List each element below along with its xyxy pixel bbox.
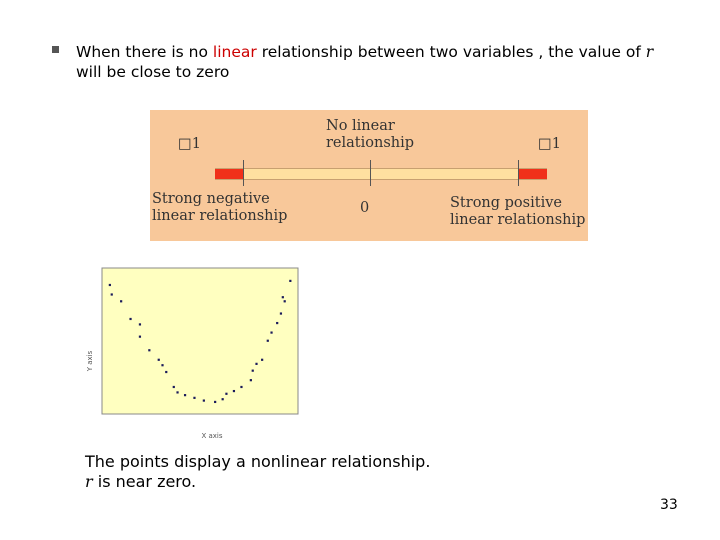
- zero-label: 0: [360, 200, 370, 216]
- scatter-point: [280, 312, 282, 314]
- scatter-point: [111, 293, 113, 295]
- bullet-text-part2: relationship between two variables , the value of: [256, 43, 646, 61]
- strong-positive-line1: Strong positive: [450, 195, 562, 211]
- y-axis-label: Y axis: [86, 350, 94, 372]
- scatter-point: [222, 398, 224, 400]
- strong-negative-label: [152, 191, 287, 225]
- strong-positive-label: [450, 195, 585, 229]
- strong-positive-zone: [519, 169, 547, 179]
- scatter-point: [184, 394, 186, 396]
- scatter-point: [120, 300, 122, 302]
- scatter-point: [289, 280, 291, 282]
- scatter-point: [193, 397, 195, 399]
- scatter-point: [148, 349, 150, 351]
- scatter-point: [161, 364, 163, 366]
- scale-tick-center: [370, 160, 371, 186]
- no-linear-line1: No linear: [326, 118, 395, 134]
- scatter-point: [139, 323, 141, 325]
- negative-one-label: □1: [178, 136, 201, 152]
- scatter-point: [284, 300, 286, 302]
- scatter-point: [282, 296, 284, 298]
- scatter-plot: [78, 262, 328, 444]
- scale-bar: [215, 168, 547, 180]
- strong-positive-line2: linear relationship: [450, 212, 586, 228]
- scatter-point: [255, 363, 257, 365]
- scatter-point: [240, 386, 242, 388]
- strong-negative-zone: [215, 169, 243, 179]
- scatter-point: [165, 371, 167, 373]
- bullet-text-line2: will be close to zero: [76, 63, 230, 81]
- scatter-point: [109, 284, 111, 286]
- scale-tick-right: [518, 160, 519, 186]
- scatter-point: [214, 401, 216, 403]
- scatter-point: [250, 379, 252, 381]
- bullet-text: [76, 42, 706, 82]
- r-variable: r: [645, 43, 654, 61]
- scatter-svg: [78, 262, 328, 444]
- scatter-point: [261, 359, 263, 361]
- scatter-point: [270, 331, 272, 333]
- caption-line1: The points display a nonlinear relationship.: [85, 452, 431, 471]
- scatter-point: [158, 359, 160, 361]
- scatter-point: [176, 391, 178, 393]
- bullet-text-part1: When there is no: [76, 43, 213, 61]
- caption: [85, 452, 585, 492]
- scatter-point: [267, 340, 269, 342]
- caption-r-variable: r: [85, 472, 93, 491]
- scatter-point: [173, 386, 175, 388]
- scatter-point: [203, 399, 205, 401]
- scatter-point: [225, 393, 227, 395]
- scatter-point: [139, 336, 141, 338]
- no-linear-line2: relationship: [326, 135, 415, 151]
- strong-negative-line2: linear relationship: [152, 208, 288, 224]
- scatter-point: [276, 322, 278, 324]
- page-number: 33: [660, 497, 678, 513]
- linear-highlight: linear: [212, 43, 257, 61]
- scale-tick-left: [243, 160, 244, 186]
- no-linear-label: [326, 118, 414, 152]
- positive-one-label: □1: [538, 136, 561, 152]
- x-axis-label: X axis: [201, 432, 223, 440]
- scatter-point: [252, 370, 254, 372]
- strong-negative-line1: Strong negative: [152, 191, 270, 207]
- bullet-marker: [52, 46, 59, 53]
- scatter-point: [129, 318, 131, 320]
- scatter-point: [233, 390, 235, 392]
- caption-line2: is near zero.: [92, 472, 197, 491]
- correlation-scale-diagram: [150, 110, 588, 241]
